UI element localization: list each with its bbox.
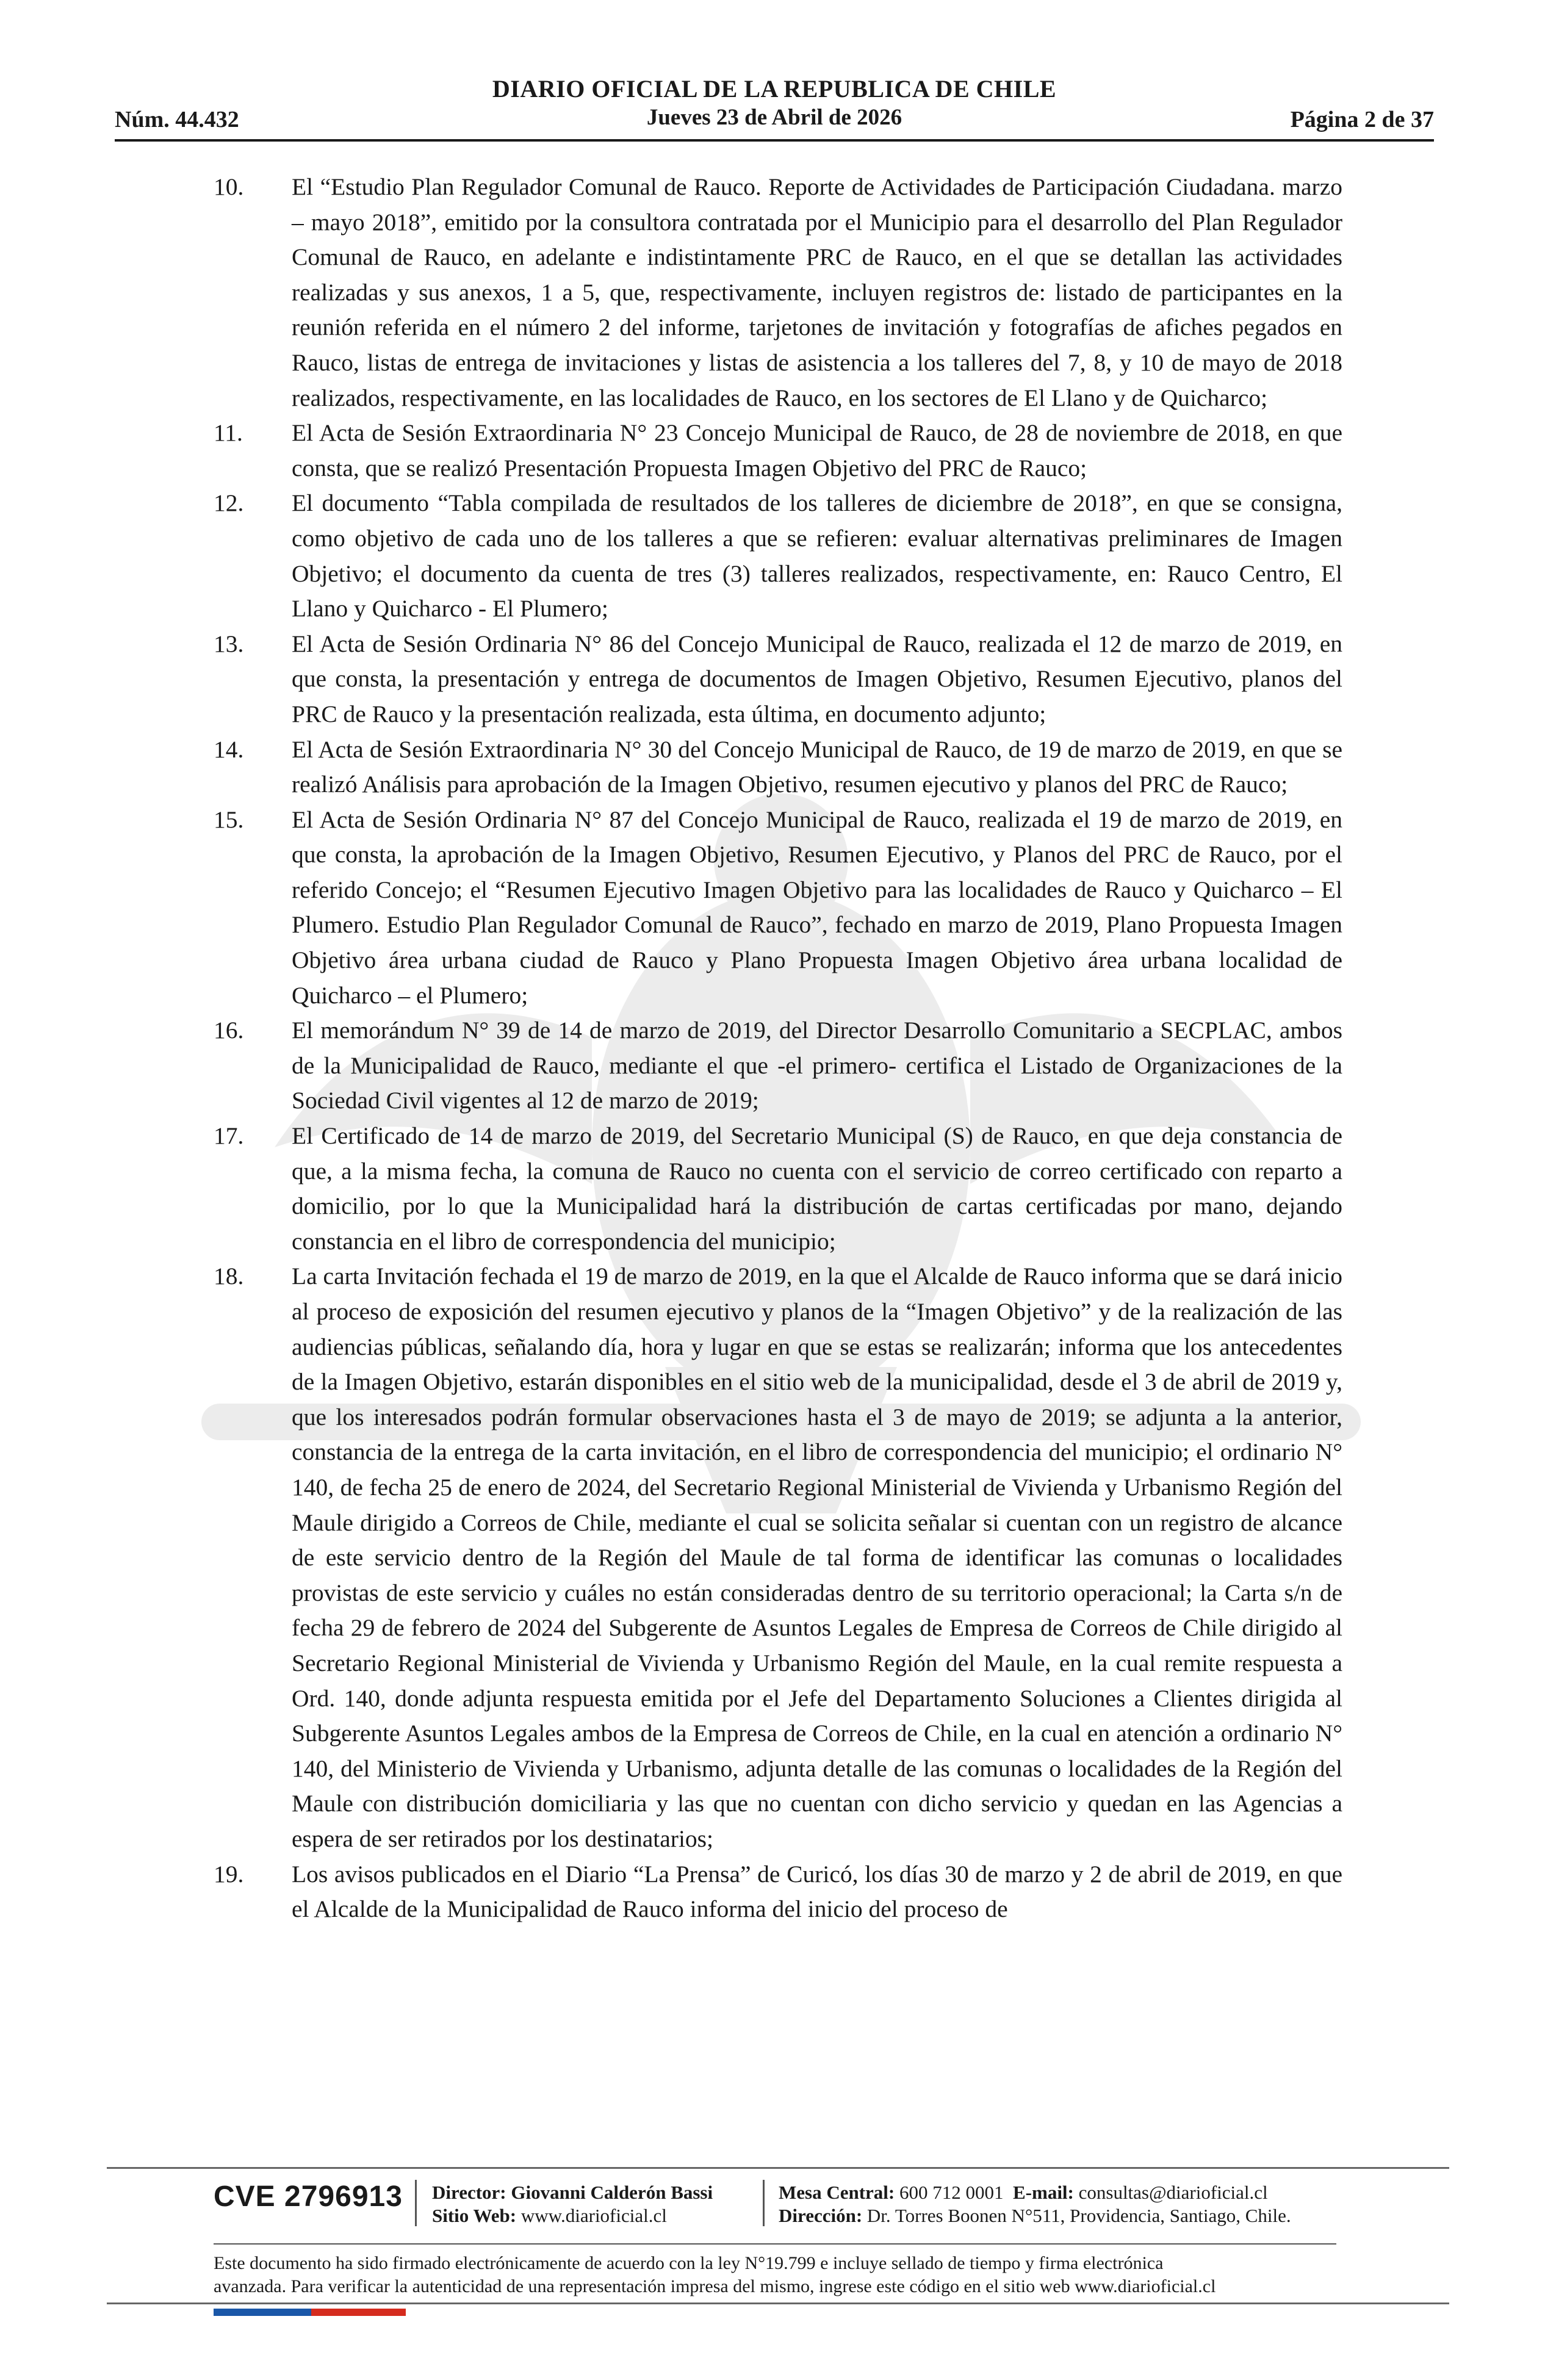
gazette-title: DIARIO OFICIAL DE LA REPUBLICA DE CHILE [492,75,1057,103]
list-item [214,627,1342,732]
list-item [214,170,1342,416]
item-text: El “Estudio Plan Regulador Comunal de Rauco. Reporte de Actividades de Participación Ciudadana. marzo – mayo 2018”, emitido por la consultora contratada por el Municipio para el desarrollo del Plan Regulador Comunal de Rauco, en adelante e indistintamente PRC de Rauco, en el que se detallan las actividades realizadas y sus anexos, 1 a 5, que, respectivamente, incluyen registros de: listado de participantes en la reunión referida en el número 2 del informe, tarjetones de invitación y fotografías de afiches pegados en Rauco, listas de entrega de invitaciones y listas de asistencia a los talleres del 7, 8, y 10 de mayo de 2018 realizados, respectivamente, en las localidades de Rauco, en los sectores de El Llano y de Quicharco; [292,173,1342,411]
item-number: 14. [214,735,244,763]
cve-code: CVE 2796913 [214,2180,403,2213]
item-number: 19. [214,1860,244,1888]
item-text: La carta Invitación fechada el 19 de marzo de 2019, en la que el Alcalde de Rauco informa que se dará inicio al proceso de exposición del resumen ejecutivo y planos de la “Imagen Objetivo” y de la realización de las audiencias públicas, señalando día, hora y lugar en que se estas se realizarán; informa que los antecedentes de la Imagen Objetivo, estarán disponibles en el sitio web de la municipalidad, desde el 3 de abril de 2019 y, que los interesados podrán formular observaciones hasta el 3 de mayo de 2019; se adjunta a la anterior, constancia de la entrega de la carta invitación, en el libro de correspondencia del municipio; el ordinario N° 140, de fecha 25 de enero de 2024, del Secretario Regional Ministerial de Vivienda y Urbanismo Región del Maule dirigido a Correos de Chile, mediante el cual se solicita señalar si cuentan con un registro de alcance de este servicio dentro de la Región del Maule de tal forma de identificar las comunas o localidades provistas de este servicio y cuáles no están consideradas dentro de su territorio operacional; la Carta s/n de fecha 29 de febrero de 2024 del Subgerente de Asuntos Legales de Empresa de Correos de Chile dirigido al Secretario Regional Ministerial de Vivienda y Urbanismo Región del Maule, en la cual remite respuesta a Ord. 140, donde adjunta respuesta emitida por el Jefe del Departamento Soluciones a Clientes dirigida al Subgerente Asuntos Legales ambos de la Empresa de Correos de Chile, en la cual en atención a ordinario N° 140, del Ministerio de Vivienda y Urbanismo, adjunta detalle de las comunas o localidades de la Región del Maule con distribución domiciliaria y las que no cuentan con dicho servicio y quedan en las Agencias a espera de ser retirados por los destinatarios; [292,1263,1342,1852]
item-number: 13. [214,630,244,657]
director-name: Giovanni Calderón Bassi [511,2182,713,2203]
item-number: 12. [214,489,244,517]
item-number: 15. [214,806,244,833]
item-number: 10. [214,173,244,200]
flag-stripe-red [311,2309,406,2316]
issue-number: Núm. 44.432 [115,107,239,132]
list-item [214,802,1342,1014]
email-label: E-mail: [1013,2182,1074,2203]
address-value: Dr. Torres Boonen N°511, Providencia, Santiago, Chile. [866,2205,1291,2226]
legal-line: Este documento ha sido firmado electrónicamente de acuerdo con la ley N°19.799 e incluye sellado de tiempo y firma electrónica [214,2253,1164,2273]
item-text: Los avisos publicados en el Diario “La Prensa” de Curicó, los días 30 de marzo y 2 de abril de 2019, en que el Alcalde de la Municipalidad de Rauco informa del inicio del proceso de [292,1860,1342,1923]
item-text: El Acta de Sesión Ordinaria N° 87 del Concejo Municipal de Rauco, realizada el 19 de marzo de 2019, en que consta, la aprobación de la Imagen Objetivo, Resumen Ejecutivo, y Planos del PRC de Rauco, por el referido Concejo; el “Resumen Ejecutivo Imagen Objetivo para las localidades de Rauco y Quicharco – El Plumero. Estudio Plan Regulador Comunal de Rauco”, fechado en marzo de 2019, Plano Propuesta Imagen Objetivo área urbana ciudad de Rauco y Plano Propuesta Imagen Objetivo área urbana localidad de Quicharco – el Plumero; [292,806,1342,1009]
director-label: Director: [432,2182,506,2203]
footer-separator [415,2180,417,2226]
item-number: 11. [214,419,243,447]
item-number: 17. [214,1122,244,1150]
list-item [214,1259,1342,1856]
footer-separator [763,2180,765,2226]
mesa-label: Mesa Central: [779,2182,895,2203]
item-text: El Acta de Sesión Ordinaria N° 86 del Concejo Municipal de Rauco, realizada el 12 de marzo de 2019, en que consta, la presentación y entrega de documentos de Imagen Objetivo, Resumen Ejecutivo, planos del PRC de Rauco y la presentación realizada, esta última, en documento adjunto; [292,630,1342,727]
footer-director-block [432,2181,713,2227]
mesa-phone: 600 712 0001 [899,2182,1004,2203]
legal-notice [214,2252,1373,2298]
bottom-divider [107,2302,1449,2304]
item-text: El Acta de Sesión Extraordinaria N° 23 Concejo Municipal de Rauco, de 28 de noviembre de 2018, en que consta, que se realizó Presentación Propuesta Imagen Objetivo del PRC de Rauco; [292,419,1342,481]
flag-stripe-blue [214,2309,311,2316]
list-item [214,416,1342,486]
footer-divider [107,2167,1449,2169]
header-divider [115,139,1434,142]
item-text: El Certificado de 14 de marzo de 2019, del Secretario Municipal (S) de Rauco, en que deja constancia de que, a la misma fecha, la comuna de Rauco no cuenta con el servicio de correo certificado con reparto a domicilio, por lo que la Municipalidad hará la distribución de cartas certificadas por mano, dejando constancia en el libro de correspondencia del municipio; [292,1122,1342,1255]
website-link[interactable]: www.diarioficial.cl [520,2205,667,2226]
list-item [214,1857,1342,1927]
issue-date: Jueves 23 de Abril de 2026 [646,105,902,130]
page-number: Página 2 de 37 [1290,107,1434,132]
web-label: Sitio Web: [432,2205,517,2226]
document-body [214,170,1342,1927]
list-item [214,1013,1342,1119]
address-label: Dirección: [779,2205,863,2226]
page-header [115,72,1434,140]
item-number: 16. [214,1017,244,1044]
legal-line: avanzada. Para verificar la autenticidad de una representación impresa del mismo, ingrese este código en el sitio web www.diarioficial.cl [214,2276,1216,2296]
item-text: El memorándum N° 39 de 14 de marzo de 2019, del Director Desarrollo Comunitario a SECPLAC, ambos de la Municipalidad de Rauco, mediante el que -el primero- certifica el Listado de Organizaciones de la Sociedad Civil vigentes al 12 de marzo de 2019; [292,1017,1342,1114]
list-item [214,732,1342,802]
footer-inner-divider [214,2243,1336,2245]
list-item [214,1119,1342,1259]
item-text: El Acta de Sesión Extraordinaria N° 30 del Concejo Municipal de Rauco, de 19 de marzo de 2019, en que se realizó Análisis para aprobación de la Imagen Objetivo, resumen ejecutivo y planos del PRC de Rauco; [292,735,1342,798]
item-number: 18. [214,1263,244,1290]
email-link[interactable]: consultas@diarioficial.cl [1078,2182,1268,2203]
item-text: El documento “Tabla compilada de resultados de los talleres de diciembre de 2018”, en que se consigna, como objetivo de cada uno de los talleres a que se refieren: evaluar alternativas preliminares de Imagen Objetivo; el documento da cuenta de tres (3) talleres realizados, respectivamente, en: Rauco Centro, El Llano y Quicharco - El Plumero; [292,489,1342,622]
footer-contact-block [779,2181,1291,2227]
list-item [214,486,1342,626]
